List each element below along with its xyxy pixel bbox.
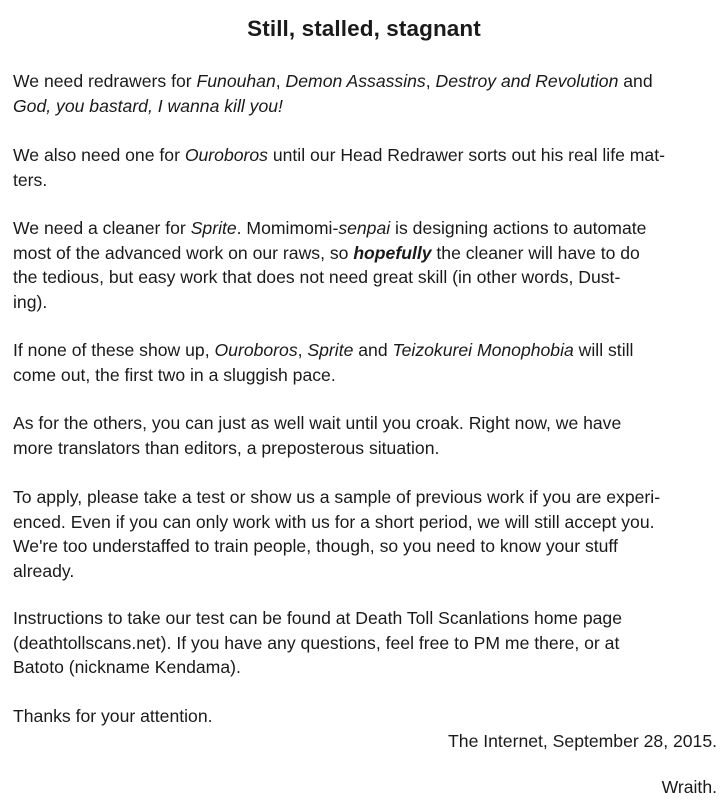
paragraph-line [13, 241, 721, 266]
paragraph-line: more translators than editors, a preposterous situation. [13, 437, 440, 458]
series-title: Ouroboros [184, 145, 268, 165]
paragraph-cleaner [13, 216, 721, 314]
paragraph-line [13, 94, 721, 119]
paragraph-line: ters. [13, 169, 48, 190]
text-run: . Momimomi- [236, 218, 339, 238]
honorific: senpai [338, 218, 391, 238]
text-run: and [618, 71, 653, 91]
paragraph-line: As for the others, you can just as well wait until you croak. Right now, we have [13, 413, 622, 433]
paragraph-line: enced. Even if you can only work with us for a short period, we will still accept you. [13, 511, 655, 532]
series-title: Destroy and Revolution [435, 71, 619, 91]
paragraph-redrawers [13, 69, 721, 118]
series-title: God, you bastard, I wanna kill you! [13, 95, 283, 116]
text-run: , [425, 71, 436, 91]
paragraph-line [13, 338, 721, 363]
paragraph-apply [13, 485, 721, 583]
text-run: until our Head Redrawer sorts out his real life mat- [267, 145, 665, 165]
text-run: and [353, 340, 393, 360]
series-title: Demon Assassins [285, 71, 426, 91]
text-run: We need redrawers for [13, 71, 197, 91]
text-run: We also need one for [13, 145, 185, 165]
dateline: The Internet, September 28, 2015. [448, 731, 717, 751]
paragraph-line [13, 69, 721, 94]
paragraph-line: ing). [13, 291, 48, 312]
text-run: We need a cleaner for [13, 218, 191, 238]
paragraph-line: the tedious, but easy work that does not need great skill (in other words, Dust- [13, 267, 621, 287]
paragraph-others [13, 411, 721, 460]
emphasis: hopefully [353, 242, 432, 263]
text-run: will still [573, 340, 634, 360]
paragraph-line [13, 143, 721, 168]
series-title: Sprite [190, 218, 237, 238]
series-title: Funouhan [196, 71, 276, 91]
page-title: Still, stalled, stagnant [247, 16, 481, 41]
text-run: If none of these show up, [13, 340, 215, 360]
series-title: Teizokurei Monophobia [392, 340, 574, 360]
signature: Wraith. [661, 777, 717, 797]
paragraph-line: come out, the first two in a sluggish pace. [13, 364, 336, 385]
text-run: is designing actions to automate [390, 218, 647, 238]
paragraph-line: already. [13, 560, 75, 581]
paragraph-line: Instructions to take our test can be found at Death Toll Scanlations home page [13, 608, 622, 628]
paragraph-line [13, 216, 721, 241]
paragraph-if-none [13, 338, 721, 387]
series-title: Sprite [307, 340, 354, 360]
paragraph-instructions [13, 606, 721, 680]
text-run: the cleaner will have to do [431, 242, 640, 263]
paragraph-line: To apply, please take a test or show us a sample of previous work if you are experi- [13, 487, 661, 507]
text-run: most of the advanced work on our raws, so [13, 242, 354, 263]
paragraph-line: We're too understaffed to train people, though, so you need to know your stuff [13, 536, 618, 556]
text-run: , [297, 340, 308, 360]
series-title: Ouroboros [214, 340, 298, 360]
paragraph-ouroboros [13, 143, 721, 192]
paragraph-line: Batoto (nickname Kendama). [13, 657, 241, 677]
text-run: , [275, 71, 286, 91]
paragraph-line: Thanks for your attention. [13, 706, 213, 726]
paragraph-line: (deathtollscans.net). If you have any questions, feel free to PM me there, or at [13, 632, 620, 653]
paragraph-thanks [13, 704, 721, 729]
